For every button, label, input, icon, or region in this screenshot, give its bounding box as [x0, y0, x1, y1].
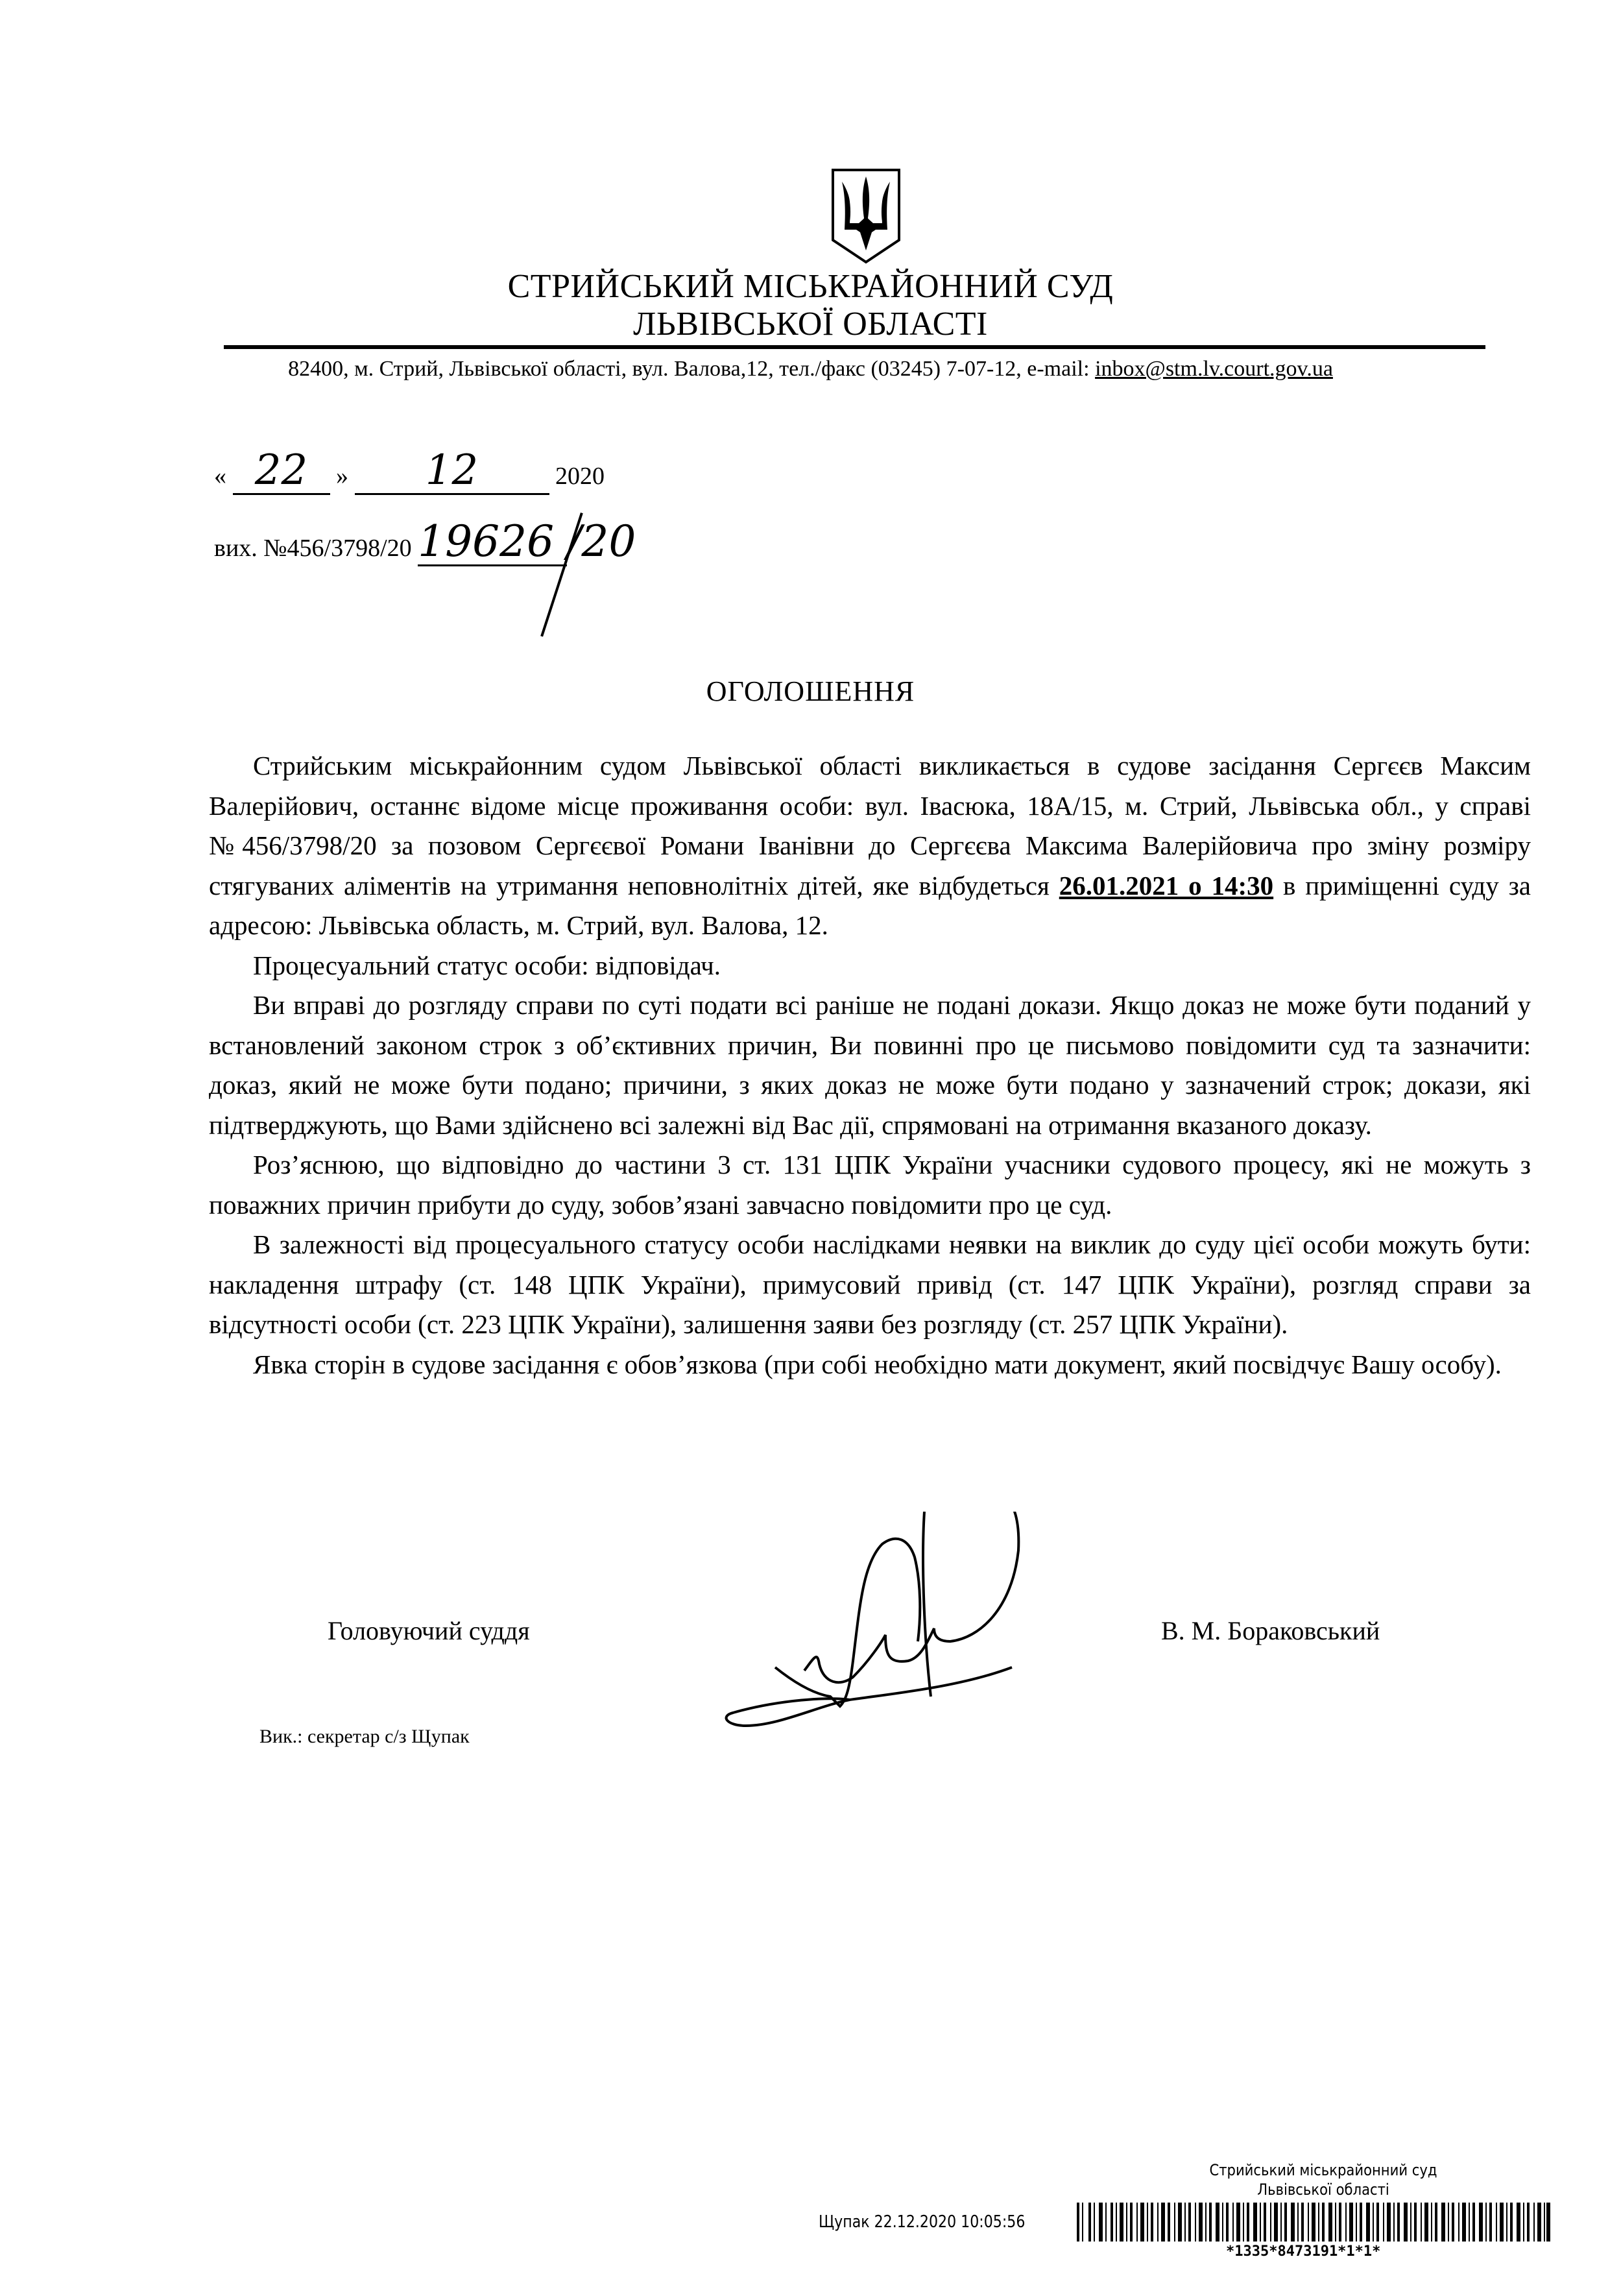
- date-close-quote: »: [336, 463, 348, 490]
- registration-stamp-meta: Щупак 22.12.2020 10:05:56: [819, 2212, 1026, 2232]
- barcode-icon: [1077, 2203, 1550, 2242]
- hearing-datetime: 26.01.2021 о 14:30: [1059, 870, 1274, 900]
- paragraph-attendance: Явка сторін в судове засідання є обов’язкова (при собі необхідно мати документ, який посвідчує Вашу особу).: [253, 1349, 1502, 1379]
- executor-note: Вик.: секретар с/з Щупак: [259, 1726, 470, 1747]
- judge-role: Головуючий суддя: [328, 1616, 530, 1645]
- court-address: [0, 356, 1621, 383]
- stamp-court-line1: Стрийський міськрайонний суд: [1209, 2161, 1437, 2179]
- trident-coat-of-arms-icon: [830, 167, 902, 265]
- judge-name: В. М. Бораковський: [1161, 1616, 1380, 1645]
- court-name-line2: ЛЬВІВСЬКОЇ ОБЛАСТІ: [633, 306, 988, 343]
- document-title: ОГОЛОШЕННЯ: [706, 675, 915, 707]
- handwritten-signature-icon: [701, 1512, 1103, 1771]
- paragraph-summons: [209, 746, 1531, 946]
- date-open-quote: «: [214, 463, 226, 490]
- stamp-court-line2: Львівської області: [1257, 2181, 1389, 2199]
- email-link[interactable]: inbox@stm.lv.court.gov.ua: [1095, 357, 1333, 381]
- header-divider: [224, 345, 1485, 349]
- address-text: 82400, м. Стрий, Львівської області, вул. Валова,12, тел./факс (03245) 7-07-12, e-mail:: [288, 357, 1096, 381]
- reference-number-handwritten: 19626: [418, 519, 567, 566]
- document-date: [214, 448, 605, 500]
- paragraph-status: Процесуальний статус особи: відповідач.: [253, 950, 721, 980]
- summons-text: Стрийським міськрайонним судом Львівської області викликається в судове засідання Сергєєв Максим Валерійович, останнє відоме місце проживання особи: вул. Івасюка, 18А/15, м. Стрий, Львівська обл., у справі №456/3798/20 за позовом Сергєєвої Романи Іванівни до Сергєєва Максима Валерійовича про зміну розміру стягуваних аліментів на утримання неповнолітніх дітей, яке відбудеться: [209, 751, 1531, 900]
- paragraph-consequences: В залежності від процесуального статусу особи наслідками неявки на виклик до суду цієї особи можуть бути: накладення штрафу (ст. 148 ЦПК України), примусовий привід (ст. 147 ЦПК України), розгляд справи за відсутності особи (ст. 223 ЦПК України), залишення заяви без розгляду (ст. 257 ЦПК України).: [209, 1229, 1531, 1339]
- announcement-body: [209, 746, 1531, 1384]
- date-year: 2020: [555, 463, 605, 490]
- registration-stamp-court: [1181, 2160, 1466, 2199]
- reference-label: вих. №456/3798/20: [214, 535, 412, 562]
- paragraph-evidence: Ви вправі до розгляду справи по суті подати всі раніше не подані докази. Якщо доказ не може бути поданий у встановлений законом строк з об’єктивних причин, Ви повинні про це письмово повідомити суд та зазначити: доказ, який не може бути подано; причини, з яких доказ не може бути подано у зазначений строк; докази, які підтверджують, що Вами здійснено всі залежні від Вас дії, спрямовані на отримання вказаного доказу.: [209, 990, 1531, 1140]
- court-name-line1: СТРИЙСЬКИЙ МІСЬКРАЙОННИЙ СУД: [507, 268, 1114, 305]
- date-day-handwritten: 22: [233, 448, 330, 495]
- summons-location: в приміщенні суду за адресою: Львівська область, м. Стрий, вул. Валова, 12.: [209, 870, 1531, 940]
- date-month-handwritten: 12: [355, 448, 549, 495]
- paragraph-clarification: Роз’яснюю, що відповідно до частини 3 ст. 131 ЦПК України учасники судового процесу, які не можуть з поважних причин прибути до суду, зобов’язані завчасно повідомити про це суд.: [209, 1150, 1531, 1220]
- reference-suffix-handwritten: /20: [567, 516, 636, 566]
- barcode-number: *1335*8473191*1*1*: [1226, 2243, 1381, 2260]
